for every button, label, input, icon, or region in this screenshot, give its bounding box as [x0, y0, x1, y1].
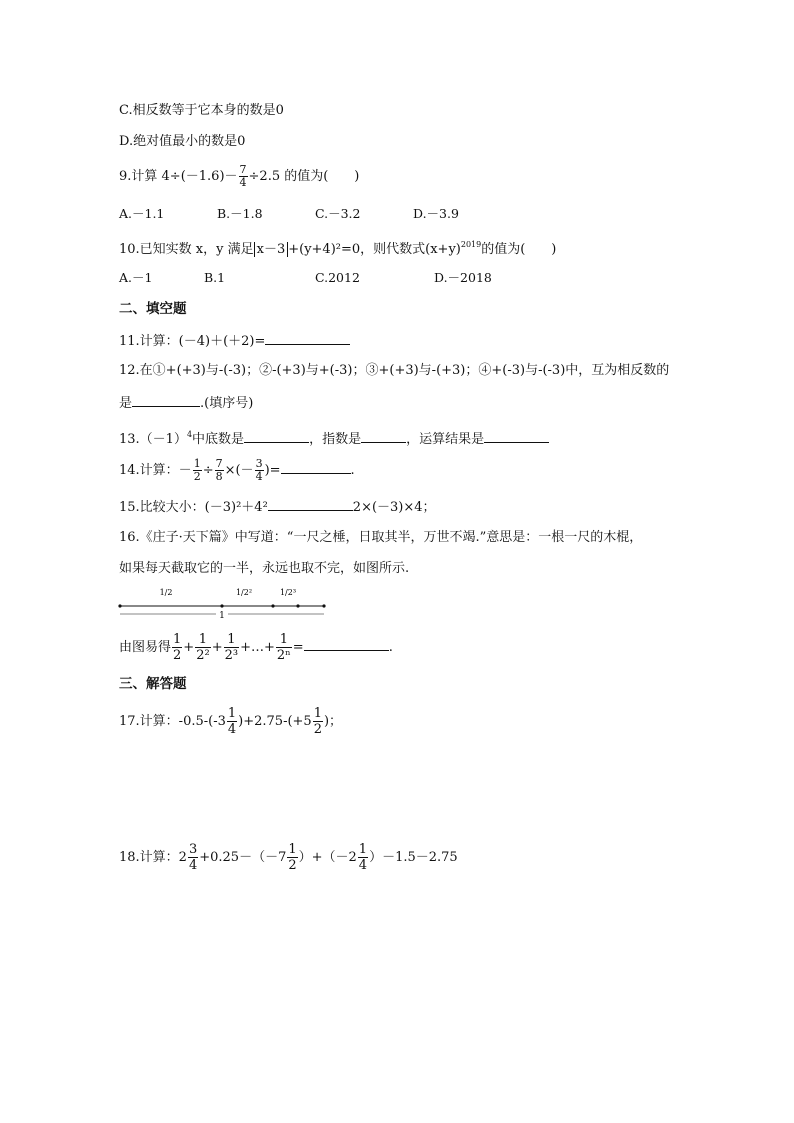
q18-end: ）－1.5－2.75: [369, 850, 458, 865]
figure-label-quarter: 1/2²: [235, 588, 253, 597]
q16-ellipsis: +…+: [240, 640, 275, 655]
q18-mid2: ）+（－2: [298, 850, 357, 865]
question-18: [119, 842, 458, 873]
q18-f3-den: 4: [358, 858, 368, 873]
q14-fraction-2: [215, 458, 224, 483]
q14-prefix: 14.计算：－: [119, 463, 192, 478]
q17-f1-num: 1: [227, 706, 237, 721]
q14-f2-den: 8: [215, 470, 223, 483]
q13-prefix: 13.（－1）: [119, 432, 187, 447]
q16-term-n-den: 2ⁿ: [276, 648, 291, 663]
figure-label-whole: 1: [219, 611, 225, 620]
stick-point-three-quarter: [271, 604, 274, 607]
question-9: [119, 164, 359, 189]
q18-f1-den: 4: [188, 858, 198, 873]
q13-part1: 中底数是: [192, 432, 245, 447]
q12-blank[interactable]: [132, 393, 200, 407]
q13-part2: ，指数是: [309, 432, 362, 447]
q18-f3-num: 1: [358, 842, 368, 857]
q16-term-2-den: 2²: [196, 648, 210, 663]
q16-term-n-num: 1: [279, 632, 288, 647]
q10-middle: +(y+4)²=0，则代数式(x+y): [288, 242, 461, 257]
q17-end: )；: [323, 714, 343, 729]
q9-frac-den: 4: [239, 176, 247, 189]
q18-fraction-1: [188, 842, 198, 873]
q14-f1-num: 1: [193, 457, 201, 470]
stick-point-end: [322, 604, 325, 607]
figure-label-half: 1/2: [159, 588, 173, 597]
q17-f2-num: 1: [313, 706, 322, 721]
q17-mid: )+2.75-(+5: [238, 714, 312, 729]
question-12-line-1: 12.在①+(+3)与-(-3)；②-(+3)与+(-3)；③+(+3)与-(+3)；④+(-3)与-(-3)中，互为相反数的: [119, 363, 670, 378]
section-fill-heading: 二、填空题: [119, 301, 187, 317]
q16-term-3-den: 2³: [224, 648, 239, 663]
q9-choice-c: C.－3.2: [315, 206, 361, 221]
q10-choice-d: D.－2018: [434, 270, 492, 285]
q10-prefix: 10.已知实数 x，y 满足: [119, 242, 254, 257]
q18-f2-den: 2: [288, 858, 297, 873]
q14-f1-den: 2: [193, 470, 201, 483]
q16-term-3: [224, 632, 239, 663]
q18-mid1: +0.25－（－7: [199, 850, 287, 865]
q14-fraction-1: [193, 458, 202, 483]
q14-f3-num: 3: [255, 457, 263, 470]
q16-term-1-den: 2: [173, 648, 182, 663]
q17-fraction-2: [313, 706, 323, 737]
q18-prefix: 18.计算：2: [119, 850, 187, 865]
question-14: [119, 458, 355, 483]
question-11: [119, 331, 350, 351]
q13-exp: 4: [186, 430, 193, 439]
q16-eq-prefix: 由图易得: [119, 640, 172, 655]
question-17: [119, 706, 342, 737]
q9-frac-num: 7: [239, 163, 247, 176]
q14-op1: ÷: [202, 463, 214, 478]
q12-line2-suffix: .(填序号): [200, 396, 254, 411]
question-13: [119, 426, 549, 449]
q17-f1-den: 4: [227, 722, 237, 737]
option-d: D.绝对值最小的数是0: [119, 134, 246, 149]
stick-point-half: [220, 604, 223, 607]
q15-suffix: 2×(－3)×4；: [352, 500, 436, 515]
q13-part3: ，运算结果是: [406, 432, 485, 447]
q11-text: 11.计算：(－4)＋(＋2)=: [119, 334, 266, 349]
q14-f2-num: 7: [215, 457, 223, 470]
question-16-line-1: 16.《庄子·天下篇》中写道：“一尺之棰，日取其半，万世不竭.”意思是：一根一尺的木棍，: [119, 530, 643, 545]
q9-prefix: 9.计算 4÷(－1.6)－: [119, 169, 238, 184]
q13-blank-exponent[interactable]: [361, 429, 406, 443]
stick-point-0: [118, 604, 121, 607]
q11-blank[interactable]: [265, 331, 350, 345]
option-c: C.相反数等于它本身的数是0: [119, 103, 284, 118]
q17-prefix: 17.计算：-0.5-(-3: [119, 714, 226, 729]
q16-end: .: [388, 640, 393, 655]
q14-op2: ×(－: [224, 463, 254, 478]
q17-fraction-1: [227, 706, 237, 737]
question-16-line-2: 如果每天截取它的一半，永远也取不完，如图所示.: [119, 561, 410, 576]
q9-choice-b: B.－1.8: [217, 206, 263, 221]
q18-f1-num: 3: [188, 842, 198, 857]
q14-blank[interactable]: [281, 460, 351, 474]
question-15: [119, 497, 436, 517]
q10-choice-c: C.2012: [315, 270, 360, 285]
q16-term-n: [276, 632, 292, 663]
q13-blank-base[interactable]: [244, 429, 309, 443]
q10-choice-a: A.－1: [119, 270, 153, 285]
q9-fraction: [239, 164, 248, 189]
q13-blank-result[interactable]: [484, 429, 549, 443]
q16-term-2-num: 1: [198, 632, 208, 647]
q18-fraction-2: [287, 842, 297, 873]
figure-label-eighth: 1/2³: [279, 588, 297, 597]
q15-blank[interactable]: [268, 497, 353, 511]
stick-point-seven-eighth: [296, 604, 299, 607]
stick-halving-figure: [116, 586, 330, 620]
q10-exp: 2019: [460, 240, 482, 249]
q18-fraction-3: [358, 842, 368, 873]
q9-choice-d: D.－3.9: [413, 206, 459, 221]
question-12-line-2: [119, 393, 253, 413]
q15-prefix: 15.比较大小：(－3)²＋4²: [119, 500, 268, 515]
q14-end: .: [350, 463, 355, 478]
q14-close: )=: [264, 463, 281, 478]
q9-choice-a: A.－1.1: [119, 206, 165, 221]
q14-f3-den: 4: [255, 470, 263, 483]
q12-line2-prefix: 是: [119, 396, 133, 411]
q18-f2-num: 1: [288, 842, 297, 857]
q14-fraction-3: [255, 458, 264, 483]
q16-term-2: [195, 632, 210, 663]
section-answer-heading: 三、解答题: [119, 676, 187, 692]
q16-term-1: [172, 632, 182, 663]
q10-abs: x－3: [254, 242, 289, 257]
q10-choice-b: B.1: [204, 270, 226, 285]
q16-term-1-num: 1: [173, 632, 182, 647]
question-16-equation: 由图易得 $\frac{1}{2}$ + $\frac{1}{\text{2²}}$ + $\frac{1}{\text{2³}}$ +…+ $\frac{1}{\text{2ⁿ}}$ = .: [119, 632, 393, 663]
q16-blank[interactable]: [304, 637, 389, 651]
q9-suffix: ÷2.5 的值为( ): [248, 169, 360, 184]
q16-term-3-num: 1: [227, 632, 236, 647]
q17-f2-den: 2: [313, 722, 322, 737]
question-10: [119, 236, 556, 259]
q10-suffix: 的值为( ): [481, 242, 557, 257]
q16-eq-sign: =: [292, 640, 304, 655]
